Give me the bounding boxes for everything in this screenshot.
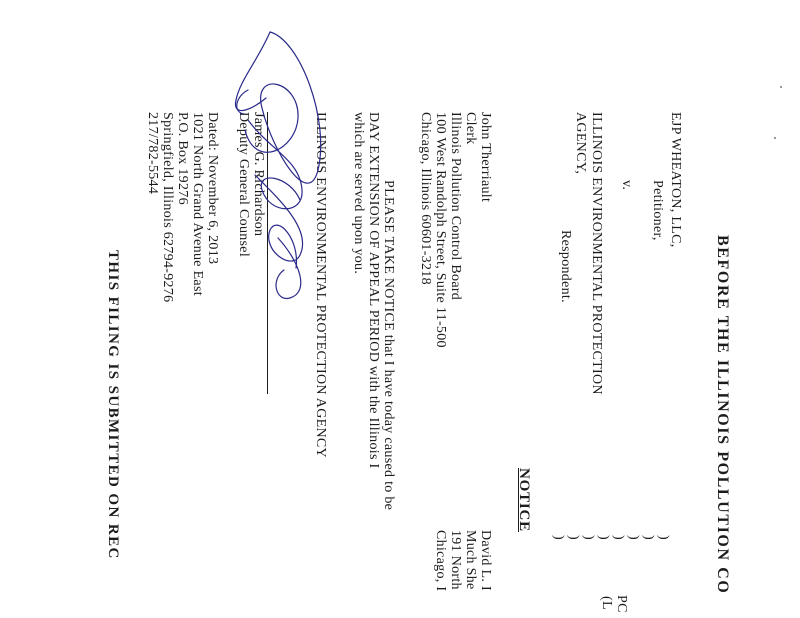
body-line: DAY EXTENSION OF APPEAL PERIOD with the Illinois I (366, 112, 381, 469)
petitioner-name: EJP WHEATON, LLC, (668, 112, 683, 248)
agency-name: ILLINOIS ENVIRONMENTAL PROTECTION AGENCY (313, 112, 328, 458)
addressee-right-line: 191 North (448, 530, 463, 590)
caption-bracket: ) (551, 535, 566, 540)
caption-bracket: ) (596, 535, 611, 540)
caption-bracket: ) (626, 535, 641, 540)
caption-bracket: ) (566, 535, 581, 540)
address-line: 1021 North Grand Avenue East (190, 112, 205, 296)
caption-bracket: ) (656, 535, 671, 540)
respondent-role: Respondent. (558, 230, 573, 303)
addressee-line: Illinois Pollution Control Board (448, 112, 463, 301)
document-heading: BEFORE THE ILLINOIS POLLUTION CO (714, 235, 731, 595)
versus-label: v. (619, 180, 634, 191)
signer-name: James G. Richardson (251, 112, 266, 237)
addressee-line: Chicago, Illinois 60601-3218 (418, 112, 433, 285)
address-line: Springfield, Illinois 62794-9276 (160, 112, 175, 303)
footer-statement: THIS FILING IS SUBMITTED ON REC (105, 250, 121, 560)
respondent-line-1: ILLINOIS ENVIRONMENTAL PROTECTION (589, 112, 604, 395)
notice-title: NOTICE (516, 468, 532, 532)
case-type-fragment: (L (599, 596, 614, 610)
body-line: which are served upon you. (351, 112, 366, 275)
caption-bracket: ) (611, 535, 626, 540)
address-line: P.O. Box 19276 (175, 112, 190, 205)
addressee-right-line: Much She (463, 530, 478, 590)
petitioner-role: Petitioner, (650, 180, 665, 241)
caption-bracket: ) (581, 535, 596, 540)
caption-bracket: ) (641, 535, 656, 540)
case-number-fragment: PC (614, 595, 629, 613)
addressee-right-line: David L. I (478, 530, 493, 591)
addressee-line: John Therriault (478, 112, 493, 203)
body-line: PLEASE TAKE NOTICE that I have today caused to be (381, 180, 396, 511)
addressee-line: 100 West Randolph Street, Suite 11-500 (433, 112, 448, 348)
signer-title: Deputy General Counsel (236, 112, 251, 258)
respondent-line-2: AGENCY, (573, 112, 588, 175)
dated-line: Dated: November 6, 2013 (205, 112, 220, 265)
phone-line: 217/782-5544 (145, 112, 160, 195)
addressee-right-line: Chicago, I (433, 530, 448, 592)
addressee-line: Clerk (463, 112, 478, 145)
